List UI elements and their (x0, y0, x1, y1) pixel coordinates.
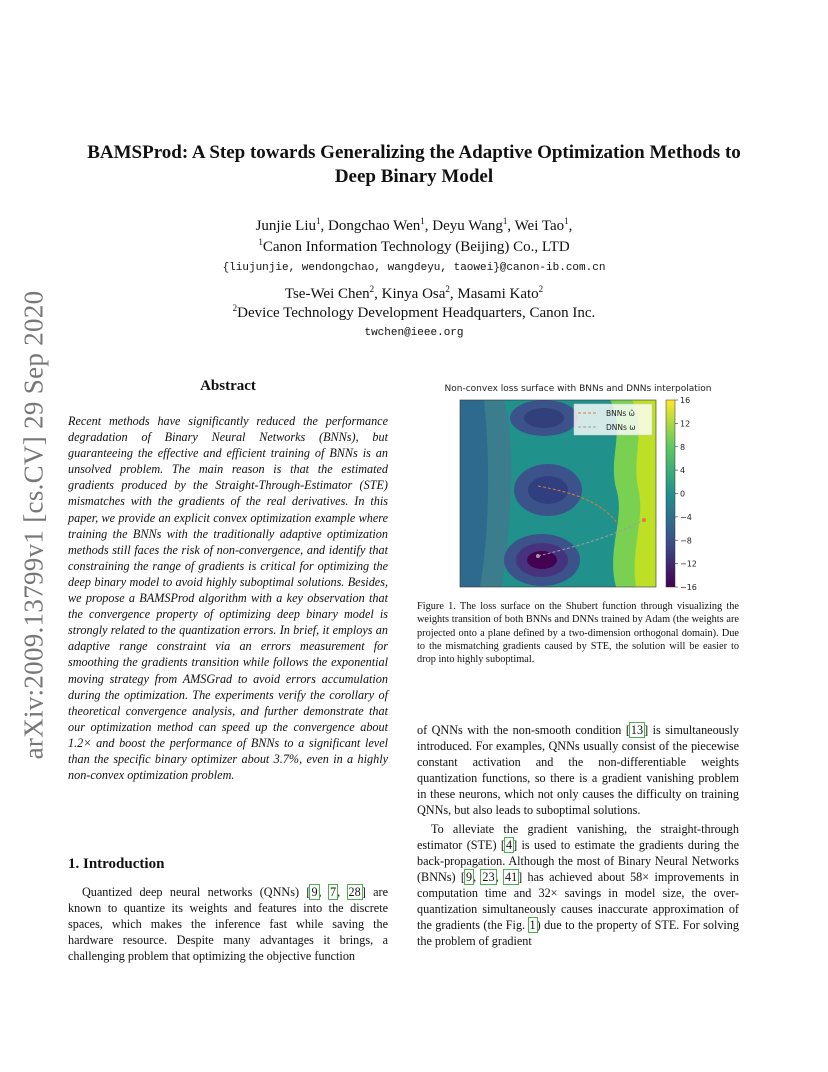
author-affil-sup: 1 (420, 216, 425, 226)
author-name: Masami Kato (457, 286, 539, 302)
basin-middle-core (528, 476, 568, 504)
chart-title: Non-convex loss surface with BNNs and DNNs interpolation (444, 384, 712, 394)
author-affil-sup: 2 (369, 284, 375, 294)
author-affil-sup: 1 (502, 216, 508, 226)
citation-link[interactable]: 41 (504, 869, 518, 884)
intro-paragraph: Quantized deep neural networks (QNNs) [9, 7, 28] are known to quantize its weights and features into the discrete spaces, which makes the inference fast while saving the hardware resource. Despite many advantages it brings, a challenging problem that optimizing the objective function (68, 885, 389, 964)
title-line-1: BAMSProd: A Step towards Generalizing the Adaptive Optimization Methods to (87, 142, 741, 163)
paragraph: To alleviate the gradient vanishing, the straight-through estimator (STE) [4] is used to estimate the gradients during the back-propagation. Although the most of Binary Neural Networks (BNNs) [9, 23, 41] has achieved about 58× improvements in computation time and 32× savings in model size, the over-quantization simultaneously causes inaccurate approximation of the gradients (the Fig. 1) due to the property of STE. For solving the problem of gradient (417, 821, 740, 949)
legend-label-bnns: BNNs ω̂ (606, 409, 635, 418)
colorbar-tick-label: −16 (680, 583, 697, 592)
dnns-endpoint (536, 554, 540, 558)
colorbar-tick-label: −12 (680, 559, 697, 569)
citation-link[interactable]: 9 (311, 885, 318, 899)
paragraph: of QNNs with the non-smooth condition [13] is simultaneously introduced. For examples, QNNs usually consist of the piecewise constant activation and the non-differentiable weights quantization functions, so there is a gradient vanishing problem in these neurons, which not only causes the difficulty on training QNNs, but also leads to suboptimal solutions. (417, 723, 739, 818)
basin-bottom-core (527, 551, 557, 569)
legend (574, 404, 652, 435)
email-2[interactable]: twchen@ieee.org (364, 327, 464, 339)
abstract-heading: Abstract (200, 378, 256, 394)
author-affil-sup: 1 (564, 216, 569, 226)
figure-link[interactable]: 1 (529, 918, 536, 933)
affiliation-2 (40, 304, 788, 323)
colorbar-tick-label: 12 (680, 419, 691, 429)
author-name: Junjie Liu (255, 218, 317, 234)
author-affil-sup: 1 (316, 216, 321, 226)
colorbar-tick-label: 16 (680, 396, 691, 405)
right-column-text (417, 722, 739, 949)
citation-link[interactable]: 9 (465, 869, 473, 884)
author-affil-sup: 2 (538, 284, 544, 294)
colorbar-tick-label: 0 (680, 489, 686, 499)
arxiv-sidebar (2, 290, 66, 760)
author-name: Kinya Osa (381, 286, 446, 302)
citation-link[interactable]: 4 (505, 837, 513, 852)
citation-link[interactable]: 23 (482, 869, 495, 884)
author-name: Dongchao Wen (328, 218, 421, 234)
author-list-1 (40, 217, 788, 236)
affil-1-sup: 1 (258, 237, 263, 247)
author-name: Wei Tao (514, 218, 565, 234)
citation-link[interactable]: 7 (329, 885, 337, 899)
colorbar-tick-label: 4 (680, 466, 686, 476)
bnns-endpoint (642, 518, 646, 522)
colorbar-ticks (675, 396, 697, 592)
colorbar (666, 400, 675, 587)
basin-top-core (524, 408, 564, 428)
title-line-2: Deep Binary Model (334, 166, 494, 187)
author-name: Deyu Wang (432, 218, 503, 234)
figure-1 (440, 378, 740, 598)
email-1[interactable]: {liujunjie, wendongchao, wangdeyu, taowei}@canon-ib.com.cn (222, 262, 606, 274)
paper-title (40, 141, 788, 189)
figure-caption: Figure 1. The loss surface on the Shubert function through visualizing the weights transition of both BNNs and DNNs trained by Adam (the weights are projected onto a plane defined by a two-dimension orthogonal domain). Due to the mismatching gradients caused by STE, the solution will be easier to drop into highly suboptimal. (417, 601, 739, 666)
abstract-text: Recent methods have significantly reduced the performance degradation of Binary Neural Networks (BNNs), but guaranteeing the effective and efficient training of BNNs is an unsolved problem. The main reason is that the estimated gradients produced by the Straight-Through-Estimator (STE) mismatches with the gradients of the real derivatives. In this paper, we provide an explicit convex optimization example where training the BNNs with the traditionally adaptive optimization methods still faces the risk of non-convergence, and identify that constraining the range of gradients is critical for optimizing the deep binary model to avoid highly suboptimal solutions. Besides, we propose a BAMSProd algorithm with a key observation that the convergence property of optimizing deep binary model is strongly related to the quantization errors. In brief, it employs an adaptive range constraint via an errors measurement for smoothing the gradients transition while follows the exponential moving strategy from AMSGrad to avoid errors accumulation during the optimization. The experiments verify the corollary of theoretical convergence analysis, and further demonstrate that our optimization method can speed up the convergence about 1.2× and boost the performance of BNNs to a significant level than the specific binary optimizer about 3.7%, even in a highly non-convex optimization problem. (68, 414, 388, 783)
legend-label-dnns: DNNs ω (606, 423, 636, 432)
colorbar-tick-label: −8 (680, 536, 692, 546)
colorbar-tick-label: −4 (680, 512, 692, 522)
citation-link[interactable]: 13 (630, 723, 644, 737)
citation-link[interactable]: 28 (348, 885, 361, 899)
section-heading-introduction: 1. Introduction (68, 856, 165, 872)
left-band-inner (460, 400, 488, 587)
loss-surface-chart (440, 378, 740, 598)
affil-1-text: Canon Information Technology (Beijing) Co., LTD (262, 239, 570, 255)
arxiv-id[interactable]: arXiv:2009.13799v1 [cs.CV] 29 Sep 2020 (18, 290, 49, 760)
affiliation-1 (40, 238, 788, 257)
author-affil-sup: 2 (445, 284, 450, 294)
colorbar-tick-label: 8 (680, 442, 686, 452)
authors-1: Junjie Liu$^1$, Dongchao Wen$^1$, Deyu Wang$^1$, Wei Tao$^1$, (255, 216, 573, 234)
authors-2: Tse-Wei Chen$^2$, Kinya Osa$^2$, Masami Kato$^2$ (284, 284, 544, 302)
affil-2-sup: 2 (232, 303, 238, 313)
affil-2-text: Device Technology Development Headquarters, Canon Inc. (237, 305, 596, 321)
author-name: Tse-Wei Chen (284, 286, 370, 302)
author-list-2 (40, 285, 788, 304)
